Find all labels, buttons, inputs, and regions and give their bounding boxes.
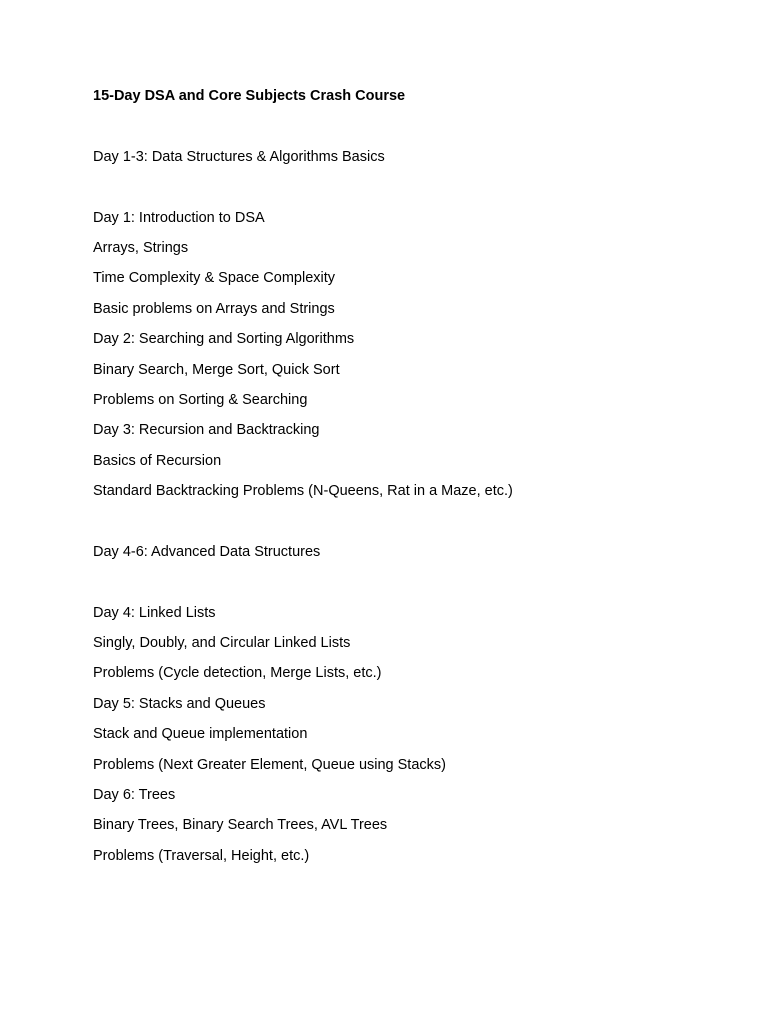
topic-line: Stack and Queue implementation [93,726,308,743]
topic-line: Standard Backtracking Problems (N-Queens, Rat in a Maze, etc.) [93,483,513,500]
topic-line: Time Complexity & Space Complexity [93,270,336,287]
section-heading: Day 4-6: Advanced Data Structures [93,543,321,560]
document-body [93,86,713,876]
topic-line: Singly, Doubly, and Circular Linked Lists [93,635,351,652]
topic-line: Problems (Traversal, Height, etc.) [93,847,310,864]
topic-line: Basic problems on Arrays and Strings [93,300,335,317]
day-heading: Day 3: Recursion and Backtracking [93,422,320,439]
topic-line: Problems (Next Greater Element, Queue using Stacks) [93,756,446,773]
document-title: 15-Day DSA and Core Subjects Crash Course [93,88,406,104]
day-heading: Day 1: Introduction to DSA [93,209,265,226]
topic-line: Basics of Recursion [93,452,222,469]
topic-line: Binary Search, Merge Sort, Quick Sort [93,361,340,378]
topic-line: Binary Trees, Binary Search Trees, AVL Trees [93,817,388,834]
topic-line: Problems on Sorting & Searching [93,391,308,408]
day-heading: Day 5: Stacks and Queues [93,695,266,712]
topic-line: Problems (Cycle detection, Merge Lists, etc.) [93,665,382,682]
day-heading: Day 6: Trees [93,787,176,804]
day-heading: Day 4: Linked Lists [93,604,216,621]
section-heading: Day 1-3: Data Structures & Algorithms Basics [93,148,385,165]
day-heading: Day 2: Searching and Sorting Algorithms [93,331,355,348]
topic-line: Arrays, Strings [93,239,189,256]
